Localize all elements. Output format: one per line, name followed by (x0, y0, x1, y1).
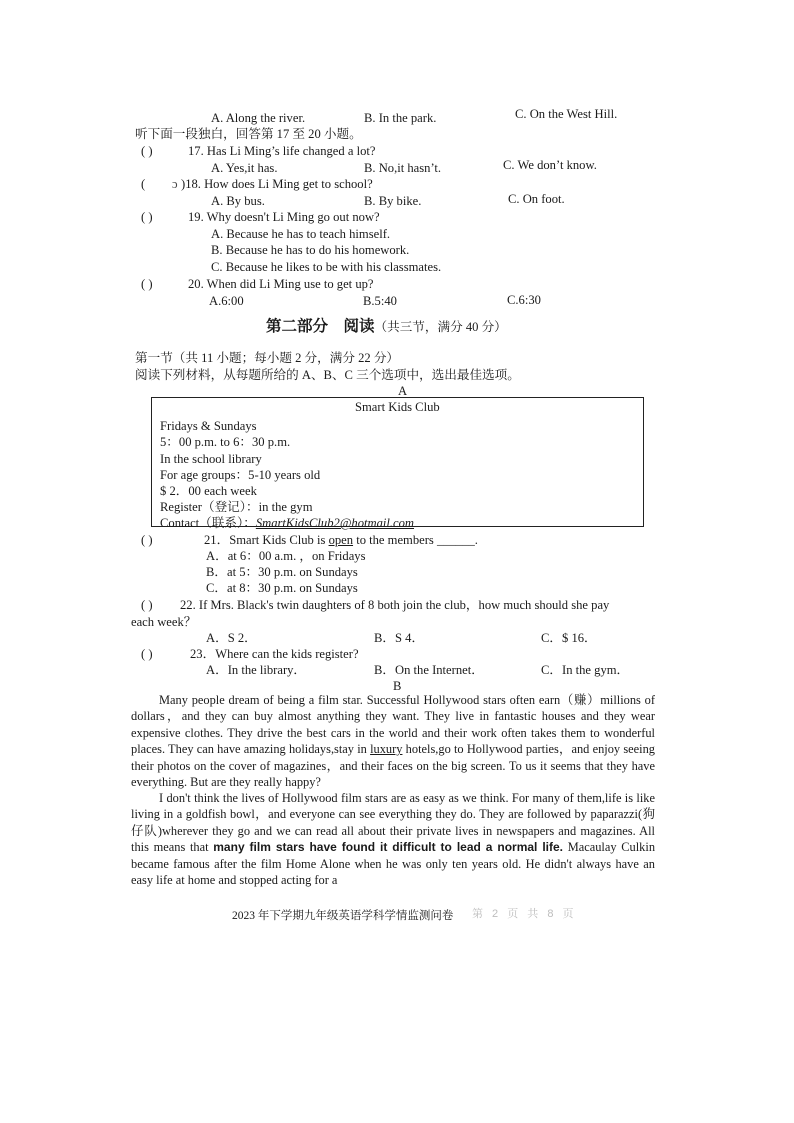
q17-stem: 17. Has Li Ming’s life changed a lot? (188, 144, 376, 158)
q17-option-c: C. We don’t know. (503, 158, 597, 172)
q22-stem-line1: 22. If Mrs. Black's twin daughters of 8 both join the club，how much should she pay (180, 598, 610, 612)
q19-option-c: C. Because he likes to be with his classmates. (211, 260, 442, 274)
q20-option-b: B.5:40 (363, 294, 397, 308)
p1-text-end: hotels,go to Hollywood parties，and enjoy seeing their photos on the cover of magazines，and their faces on the big screen. To us it seems that they have everything. But are they really happy? (131, 742, 656, 790)
q20-answer-bracket: ( ) (141, 277, 153, 291)
q21-answer-bracket: ( ) (141, 533, 153, 547)
q20-option-a: A.6:00 (209, 294, 244, 308)
section1-instruction: 阅读下列材料，从每题所给的 A、B、C 三个选项中，选出最佳选项。 (135, 368, 520, 382)
q19-stem: 19. Why doesn't Li Ming go out now? (188, 210, 380, 224)
notice-time: 5：00 p.m. to 6：30 p.m. (160, 435, 291, 449)
notice-age-groups: For age groups：5-10 years old (160, 468, 321, 482)
passage-b-paragraph-2 (131, 790, 655, 888)
part2-heading (266, 319, 507, 335)
notice-fee: $ 2．00 each week (160, 484, 257, 498)
notice-register: Register（登记）：in the gym (160, 500, 313, 514)
notice-title: Smart Kids Club (355, 400, 440, 414)
q23-option-c: C．In the gym． (541, 663, 630, 677)
q20-option-c: C.6:30 (507, 293, 541, 307)
q19-answer-bracket: ( ) (141, 210, 153, 224)
p1-underlined-word: luxury (370, 742, 403, 757)
part2-note: （共三节，满分 40 分） (374, 320, 507, 334)
notice-contact-label: Contact（联系）： (160, 516, 256, 530)
q23-stem: 23．Where can the kids register? (190, 647, 359, 661)
q18-option-c: C. On foot. (508, 192, 565, 206)
page-footer: 2023 年下学期九年级英语学科学情监测问卷 (232, 910, 454, 922)
q21-option-b: B．at 5：30 p.m. on Sundays (206, 565, 358, 579)
part2-title: 第二部分 阅读 (266, 318, 375, 335)
passage-b-paragraph-1 (131, 692, 655, 790)
p2-bold-sentence: many film stars have found it difficult to lead a normal life. (213, 840, 564, 855)
q23-option-a: A．In the library． (206, 663, 307, 677)
q17-option-a: A. Yes,it has. (211, 161, 278, 175)
q21-option-c: C．at 8：30 p.m. on Sundays (206, 581, 358, 595)
q18-option-a: A. By bus. (211, 194, 265, 208)
q18-handwritten-mark: ɔ (172, 177, 178, 191)
q22-option-b: B．S 4． (374, 631, 425, 645)
q19-option-b: B. Because he has to do his homework. (211, 243, 410, 257)
footer-page-number: 第 2 页 共 8 页 (472, 908, 577, 920)
p2-text-end: Macaulay Culkin became famous after the film Home Alone when he was only ten years old. He didn't always have an easy life at home and stopped acting for a (131, 840, 656, 888)
q23-option-b: B．On the Internet． (374, 663, 484, 677)
notice-place: In the school library (160, 452, 262, 466)
q20-stem: 20. When did Li Ming use to get up? (188, 277, 374, 291)
q19-option-a: A. Because he has to teach himself. (211, 227, 391, 241)
p2-text-start: I don't think the lives of Hollywood film stars are as easy as we think. For many of them,life is like living in a goldfish bowl，and everyone can see everything they do. They are followed by paparazzi(狗仔队)wherever they go and we can read all about their private lives in newspapers and magazines. All this means that (131, 791, 655, 855)
q22-option-c: C．$ 16． (541, 631, 597, 645)
q18-answer-bracket: ( (141, 177, 146, 191)
q21-stem-open: open (328, 533, 354, 547)
q23-answer-bracket: ( ) (141, 647, 153, 661)
q16-option-b: B. In the park. (364, 111, 437, 125)
q16-option-a: A. Along the river. (211, 111, 306, 125)
q21-stem (204, 532, 478, 548)
q21-option-a: A．at 6：00 a.m. ，on Fridays (206, 549, 366, 563)
q17-option-b: B. No,it hasn’t. (364, 161, 442, 175)
notice-days: Fridays & Sundays (160, 419, 257, 433)
passage-a-letter: A (398, 384, 408, 398)
q21-stem-part1: 21．Smart Kids Club is (204, 533, 329, 547)
passage-b-letter: B (393, 679, 402, 693)
q16-option-c: C. On the West Hill. (515, 107, 618, 121)
q18-stem: )18. How does Li Ming get to school? (181, 177, 373, 191)
q21-stem-part2: to the members ______. (353, 533, 478, 547)
q17-answer-bracket: ( ) (141, 144, 153, 158)
q22-stem-line2: each week？ (131, 615, 197, 629)
section1-title: 第一节（共 11 小题；每小题 2 分，满分 22 分） (135, 351, 400, 365)
notice-contact (160, 515, 414, 531)
notice-contact-email: SmartKidsClub2@hotmail.com (255, 516, 415, 530)
p1-text-start: Many people dream of being a film star. Successful Hollywood stars often earn（赚）millions of dollars，and they can buy almost anything they want. They live in fantastic houses and they wear expensive clothes. They drive the best cars in the world and their work often takes them to wonderful places. They can have amazing holidays,stay in (131, 693, 655, 757)
q22-option-a: A．S 2． (206, 631, 257, 645)
monologue-instruction: 听下面一段独白，回答第 17 至 20 小题。 (135, 127, 362, 141)
q22-answer-bracket: ( ) (141, 598, 153, 612)
q18-option-b: B. By bike. (364, 194, 422, 208)
